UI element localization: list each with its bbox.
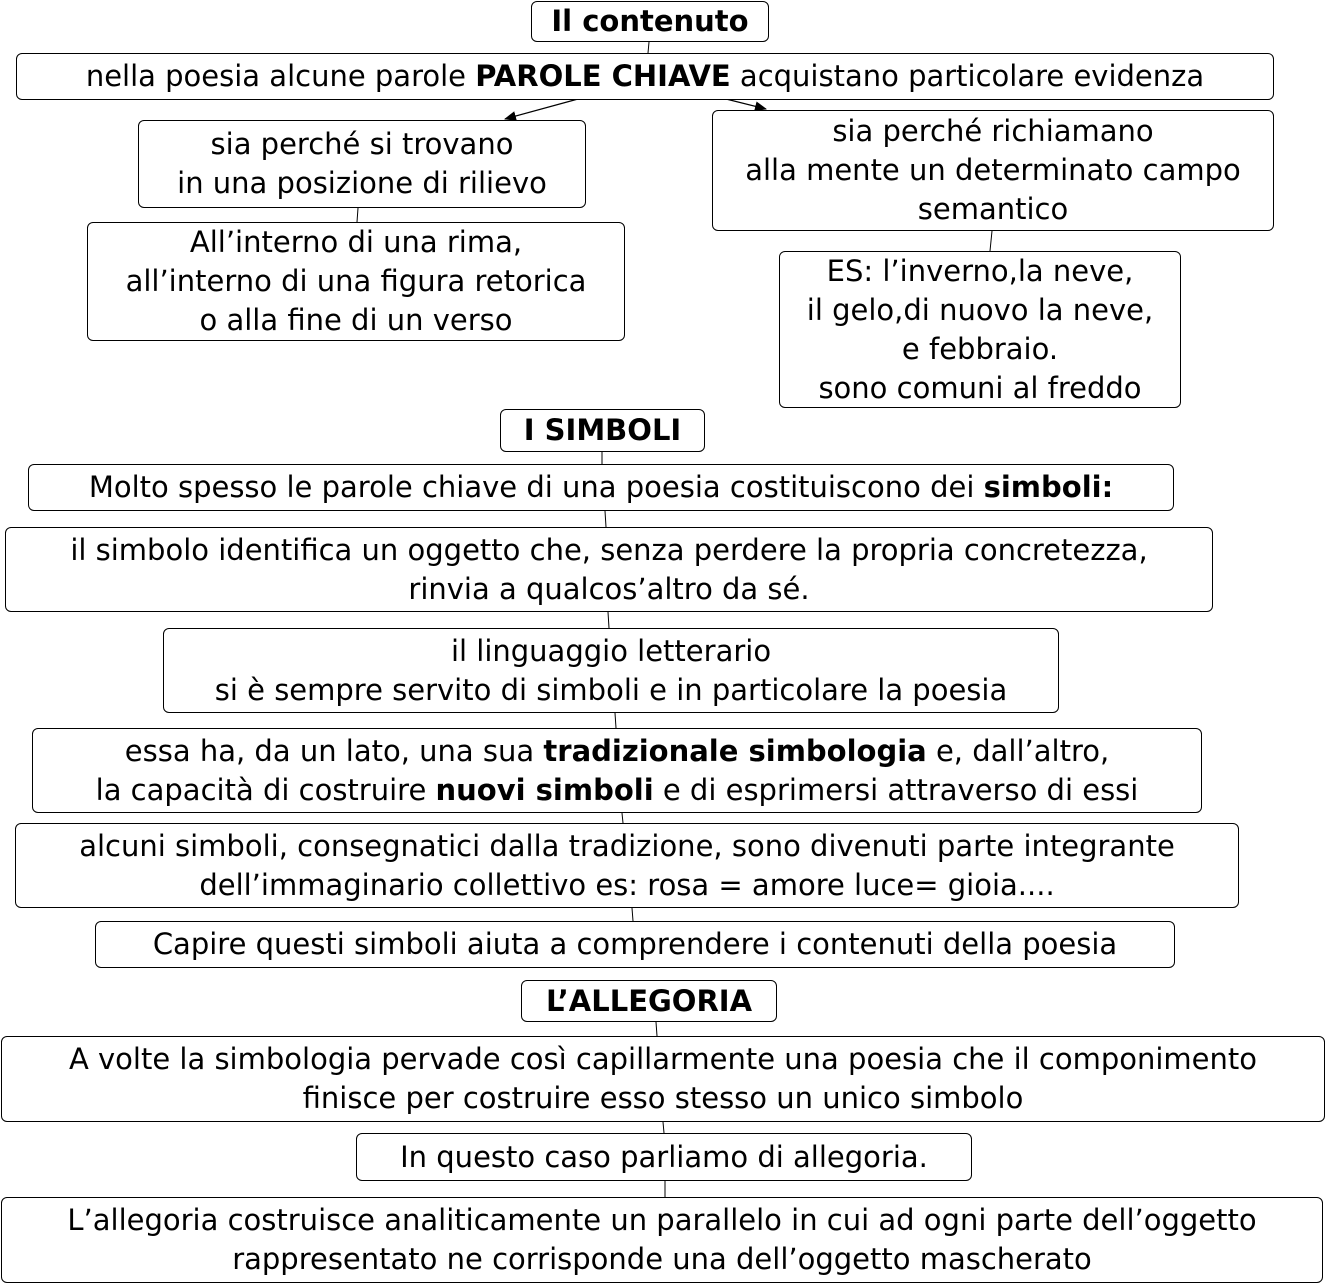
text-line: in una posizione di rilievo	[177, 166, 547, 200]
text-part: nella poesia alcune parole	[85, 59, 476, 93]
text-line: o alla fine di un verso	[199, 303, 513, 337]
text-line: rinvia a qualcos’altro da sé.	[408, 571, 810, 606]
heading-allegoria-text: L’ALLEGORIA	[545, 983, 753, 1018]
node-parole-chiave-line	[86, 57, 1204, 96]
text-line: e febbraio.	[901, 331, 1059, 366]
keyword-parole-chiave: PAROLE CHIAVE	[475, 59, 731, 93]
node-parole-simboli	[28, 464, 1174, 511]
link-allegoria-title	[656, 1022, 657, 1036]
text-line: il gelo,di nuovo la neve,	[806, 292, 1154, 327]
text-line: il linguaggio letterario	[450, 633, 772, 668]
text-line: alla mente un determinato campo	[745, 153, 1241, 187]
heading-i-simboli	[500, 409, 705, 452]
text-line: il simbolo identifica un oggetto che, senza perdere la propria concretezza,	[70, 532, 1148, 567]
text-line: finisce per costruire esso stesso un unico simbolo	[302, 1081, 1024, 1115]
link-campo-esempio	[990, 231, 992, 251]
link-simboli-2	[608, 612, 609, 628]
heading-i-simboli-text: I SIMBOLI	[523, 413, 682, 447]
link-simboli-3	[615, 713, 616, 728]
text-line: si è sempre servito di simboli e in particolare la poesia	[214, 672, 1008, 707]
link-posizione-rima	[357, 208, 358, 222]
link-allegoria-1	[663, 1122, 664, 1133]
node-linguaggio-letterario	[163, 628, 1059, 713]
heading-il-contenuto	[531, 1, 769, 42]
text-line: all’interno di una figura retorica	[125, 264, 587, 298]
text-line: Capire questi simboli aiuta a comprendere i contenuti della poesia	[152, 927, 1118, 961]
text-part: e di esprimersi attraverso di essi	[653, 772, 1139, 807]
heading-il-contenuto-text: Il contenuto	[551, 4, 749, 38]
text-line: All’interno di una rima,	[189, 225, 523, 259]
text-part: la capacità di costruire	[95, 772, 436, 807]
node-parallelo	[1, 1197, 1323, 1283]
text-line: dell’immaginario collettivo es: rosa = amore luce= gioia....	[199, 867, 1055, 902]
arrow-parole-campo	[726, 99, 766, 109]
node-capire-simboli	[95, 921, 1175, 968]
keyword-tradizionale-simbologia: tradizionale simbologia	[543, 733, 927, 768]
text-line: sia perché si trovano	[210, 127, 514, 161]
node-simbologia-pervade	[1, 1036, 1325, 1122]
text-line: alcuni simboli, consegnatici dalla tradizione, sono divenuti parte integrante	[79, 828, 1175, 863]
text-line: A volte la simbologia pervade così capillarmente una poesia che il componimento	[68, 1042, 1258, 1076]
node-campo-semantico	[712, 110, 1274, 231]
keyword-simboli: simboli:	[983, 470, 1114, 504]
heading-allegoria	[521, 980, 777, 1022]
text-line	[125, 732, 1109, 771]
link-simboli-1	[605, 511, 606, 527]
text-line: semantico	[917, 192, 1069, 226]
text-line	[96, 771, 1139, 810]
keyword-nuovi-simboli: nuovi simboli	[435, 772, 654, 807]
node-rima-figura-verso	[87, 222, 625, 341]
text-line: sia perché richiamano	[832, 114, 1154, 148]
node-caso-allegoria	[356, 1133, 972, 1181]
text-line: L’allegoria costruisce analiticamente un parallelo in cui ad ogni parte dell’oggetto	[67, 1203, 1257, 1237]
text-part: Molto spesso le parole chiave di una poesia costituiscono dei	[88, 470, 984, 504]
node-esempio-freddo	[779, 251, 1181, 408]
text-part: e, dall’altro,	[926, 733, 1110, 768]
text-part: acquistano particolare evidenza	[730, 59, 1205, 93]
link-title-parole	[648, 42, 649, 53]
node-definizione-simbolo	[5, 527, 1213, 612]
node-posizione-rilievo	[138, 120, 586, 208]
arrow-parole-posizione	[505, 99, 578, 119]
link-simboli-5	[632, 908, 633, 921]
node-simbologia	[32, 728, 1202, 813]
text-part: essa ha, da un lato, una sua	[124, 733, 544, 768]
node-simboli-tradizione	[15, 823, 1239, 908]
text-line: sono comuni al freddo	[818, 370, 1142, 405]
text-line	[89, 468, 1113, 507]
node-parole-chiave	[16, 53, 1274, 100]
text-line: ES: l’inverno,la neve,	[826, 253, 1134, 288]
link-simboli-4	[622, 813, 623, 823]
text-line: rappresentato ne corrisponde una dell’oggetto mascherato	[232, 1242, 1092, 1276]
text-line: In questo caso parliamo di allegoria.	[400, 1139, 928, 1174]
